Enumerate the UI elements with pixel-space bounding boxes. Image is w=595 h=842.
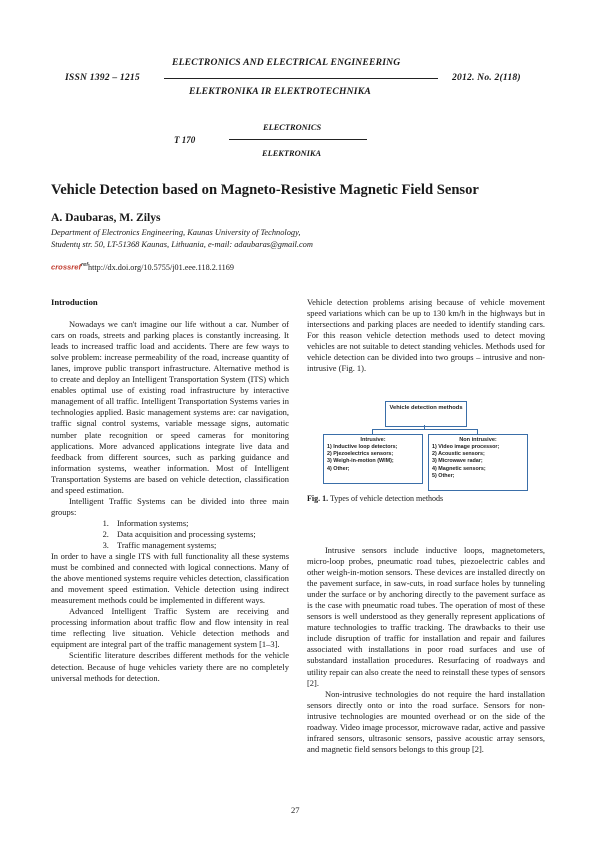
header-rule: [164, 78, 438, 79]
authors: A. Daubaras, M. Zilys: [51, 211, 161, 224]
intrusive-node: [323, 434, 423, 484]
non-intrusive-node: [428, 434, 528, 491]
section-title-en: ELECTRONICS: [263, 123, 322, 132]
non-intrusive-title: Non intrusive:: [459, 437, 497, 443]
left-column: [51, 297, 289, 684]
doi-link[interactable]: http://dx.doi.org/10.5755/j01.eee.118.2.1169: [88, 263, 234, 272]
figure-caption-text: Types of vehicle detection methods: [328, 494, 444, 503]
list-item: 3. Traffic management systems;: [111, 540, 289, 551]
intrusive-item: 4) Other;: [327, 465, 350, 472]
systems-list: [51, 518, 289, 551]
non-intrusive-item: 1) Video image processor;: [432, 444, 500, 450]
issue-number: 2012. No. 2(118): [452, 72, 521, 83]
section-title-lt: ELEKTRONIKA: [262, 149, 322, 158]
intrusive-item: 3) Weigh-in-motion (WIM);: [327, 458, 394, 465]
section-code: T 170: [174, 135, 196, 145]
non-intrusive-item: 4) Magnetic sensors;: [432, 465, 486, 472]
issn: ISSN 1392 – 1215: [65, 72, 140, 83]
paragraph: Advanced Intelligent Traffic System are receiving and processing information about traffic flow and flow intensity in real time reflecting live situation. Vehicle detection methods and equipment are integral part of the traffic management system [1–3].: [51, 606, 289, 650]
diagram-root-label: Vehicle detection methods: [389, 405, 463, 411]
affiliation-line-2: Studentų str. 50, LT-51368 Kaunas, Lithuania, e-mail: adaubaras@gmail.com: [51, 240, 313, 249]
figure-caption: [307, 494, 443, 503]
right-column-top: [307, 297, 545, 374]
journal-title-lt: ELEKTRONIKA IR ELEKTROTECHNIKA: [189, 86, 371, 97]
affiliation-line-1: Department of Electronics Engineering, Kaunas University of Technology,: [51, 228, 301, 237]
diagram-root-node: [385, 401, 467, 427]
paragraph: Intrusive sensors include inductive loops, magnetometers, micro-loop probes, pneumatic road tubes, piezoelectric cables and other weigh-in-motion sensors. These devices are installed directly on the pavement surface, in saw-cuts, in road surface holes by tunneling under the surface or by anchoring directly to the pavement surface as is the case with pneumatic road tubes. The operation of most of these sensors is well understood as they generally represent applications of mature technologies to traffic tracking. The drawbacks to their use include disruption of traffic for installation and repair and failures associated with installations in poor road surfaces and use of substandard installation procedures. Resurfacing of roadways and utility repair can also create the need to reinstall these types of sensors [2].: [307, 545, 545, 688]
section-rule: [229, 139, 367, 140]
page-number: 27: [291, 805, 300, 815]
paragraph: In order to have a single ITS with full functionality all these systems must be combined and connected with logical connections. Many of the above mentioned systems require vehicles detection, classification and movement speed estimation. Vehicle detection using indirect measurement methods could be implemented in different ways.: [51, 551, 289, 606]
intrusive-item: 1) Inductive loop detectors;: [327, 444, 398, 450]
non-intrusive-item: 2) Acoustic sensors;: [432, 451, 485, 458]
section-heading: Introduction: [51, 297, 98, 307]
right-column-bottom: [307, 545, 545, 755]
non-intrusive-item: 5) Other;: [432, 472, 455, 479]
intrusive-item: 2) Pjezoelectrics sensors;: [327, 451, 394, 458]
diagram-connector: [372, 429, 478, 430]
list-item: 2. Data acquisition and processing systems;: [111, 529, 289, 540]
intrusive-title: Intrusive:: [360, 437, 386, 443]
crossref-logo: crossref$^{ref}$: [51, 262, 89, 272]
journal-title-en: ELECTRONICS AND ELECTRICAL ENGINEERING: [172, 57, 401, 68]
paragraph: Nowadays we can't imagine our life without a car. Number of cars on roads, streets and parking places is constantly increasing. It leads to increased traffic load and accidents. There are few ways to solve problem: increase permeability of the road, increase quantity of lanes, improve public transport infrastructure. Alternative method is to create and deploy an Intelligent Transportation System (ITS) which enables optimal use of existing road infrastructure by interactive management of all traffic. Intelligent Transportation Systems varies in technologies applied. Basic management systems are: car navigation, traffic signal control systems, variable message signs, automatic number plate recognition or speed cameras for monitoring applications. More advanced applications integrate live data and feedback from different sources, such as parking guidance and information systems, weather information. Most of Intelligent Transportation Systems are based on vehicle detection, classification and speed estimation.: [51, 319, 289, 495]
paragraph: Non-intrusive technologies do not require the hard installation sensors directly onto or into the road surface. Sensors for non-intrusive technologies are mounted overhead or on the side of the roadway. Video image processor, microwave radar, active and passive infrared sensors, ultrasonic sensors, passive acoustic array sensors, and magnetic field sensors belongs to this group [2].: [307, 688, 545, 754]
non-intrusive-item: 3) Microwave radar;: [432, 458, 483, 465]
paragraph: Scientific literature describes different methods for the vehicle detection. Because of huge vehicles variety there are no completely universal methods for detection.: [51, 650, 289, 683]
paragraph: Vehicle detection problems arising because of vehicle movement speed variations which can be up to 130 km/h in the highways but in intersections and parking places are needed to identify standing cars. For this reason vehicle detection methods used to detect moving vehicles are not suitable to detect standing vehicles. Methods used for vehicle detection can be divided into two groups – intrusive and non-intrusive (Fig. 1).: [307, 297, 545, 374]
paragraph: Intelligent Traffic Systems can be divided into three main groups:: [51, 495, 289, 517]
list-item: 1. Information systems;: [111, 518, 289, 529]
article-title: Vehicle Detection based on Magneto-Resistive Magnetic Field Sensor: [51, 182, 479, 198]
figure-caption-label: Fig. 1.: [307, 494, 329, 503]
